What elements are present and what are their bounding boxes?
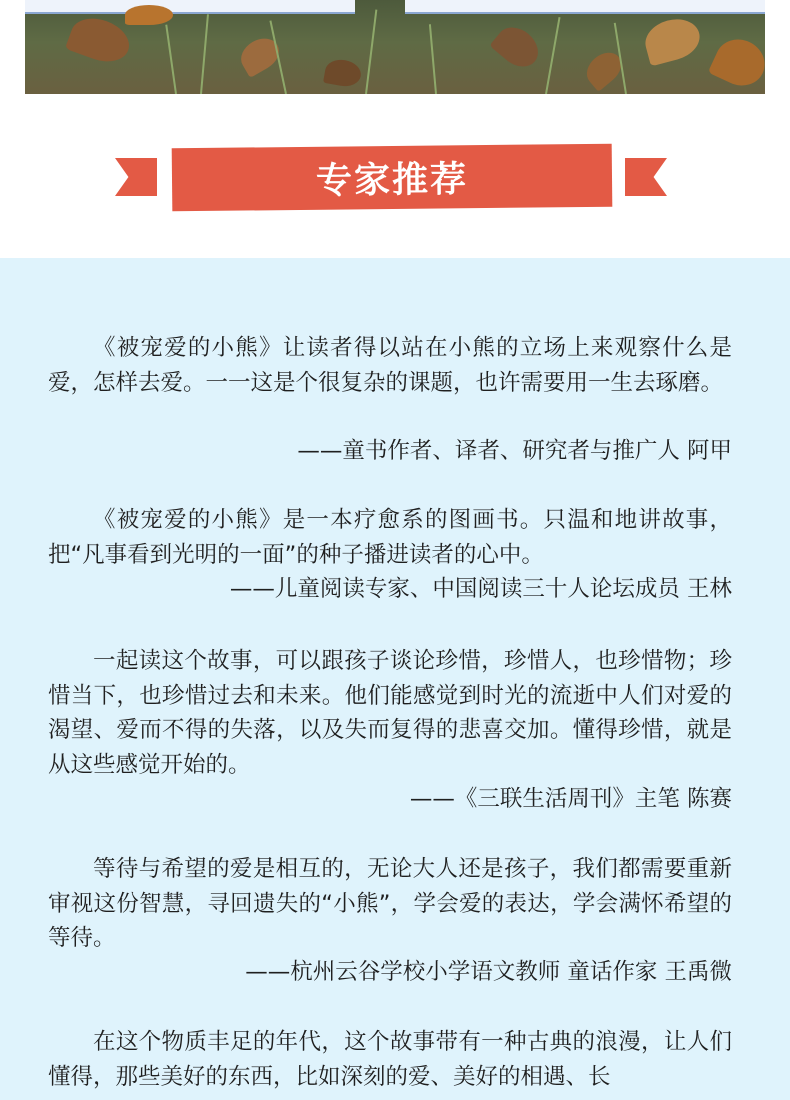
recommendation-text: 等待与希望的爱是相互的，无论大人还是孩子，我们都需要重新审视这份智慧，寻回遗失的“小熊”，学会爱的表达，学会满怀希望的等待。 — [48, 856, 732, 951]
header-photo — [25, 0, 765, 94]
leaf — [641, 14, 704, 67]
recommendation-4 — [48, 852, 732, 956]
grass-blade — [545, 17, 561, 94]
grass-blade — [165, 25, 177, 94]
leaf — [708, 32, 765, 94]
section-title: 专家推荐 — [315, 158, 469, 202]
recommendation-text: 一起读这个故事，可以跟孩子谈论珍惜，珍惜人，也珍惜物；珍惜当下，也珍惜过去和未来。他们能感觉到时光的流逝中人们对爱的渴望、爱而不得的失落，以及失而复得的悲喜交加。懂得珍惜，就是从这些感觉开始的。 — [48, 648, 732, 778]
recommendation-attribution: ——儿童阅读专家、中国阅读三十人论坛成员 王林 — [229, 576, 732, 602]
book-page — [405, 0, 765, 14]
recommendation-text: 《被宠爱的小熊》是一本疗愈系的图画书。只温和地讲故事，把“凡事看到光明的一面”的种子播进读者的心中。 — [48, 507, 732, 568]
grass-blade — [429, 24, 437, 94]
grass-blade — [365, 10, 377, 94]
section-banner — [172, 144, 613, 212]
recommendation-3 — [48, 644, 732, 782]
leaf — [323, 57, 363, 89]
leaf — [489, 20, 545, 75]
recommendation-attribution: ——杭州云谷学校小学语文教师 童话作家 王禹微 — [245, 959, 732, 985]
grass-blade — [200, 14, 209, 94]
recommendation-text: 《被宠爱的小熊》让读者得以站在小熊的立场上来观察什么是爱，怎样去爱。一一这是个很复杂的课题，也许需要用一生去琢磨。 — [48, 335, 732, 396]
leaf — [125, 5, 173, 25]
recommendation-attribution: ——《三联生活周刊》主笔 陈赛 — [409, 786, 732, 812]
recommendation-2 — [48, 503, 732, 572]
book-page — [25, 0, 355, 14]
recommendation-text: 在这个物质丰足的年代，这个故事带有一种古典的浪漫，让人们懂得，那些美好的东西，比如深刻的爱、美好的相遇、长 — [48, 1029, 732, 1090]
recommendation-attribution: ——童书作者、译者、研究者与推广人 阿甲 — [297, 438, 732, 464]
recommendation-5 — [48, 1025, 732, 1094]
recommendation-1 — [48, 331, 732, 400]
